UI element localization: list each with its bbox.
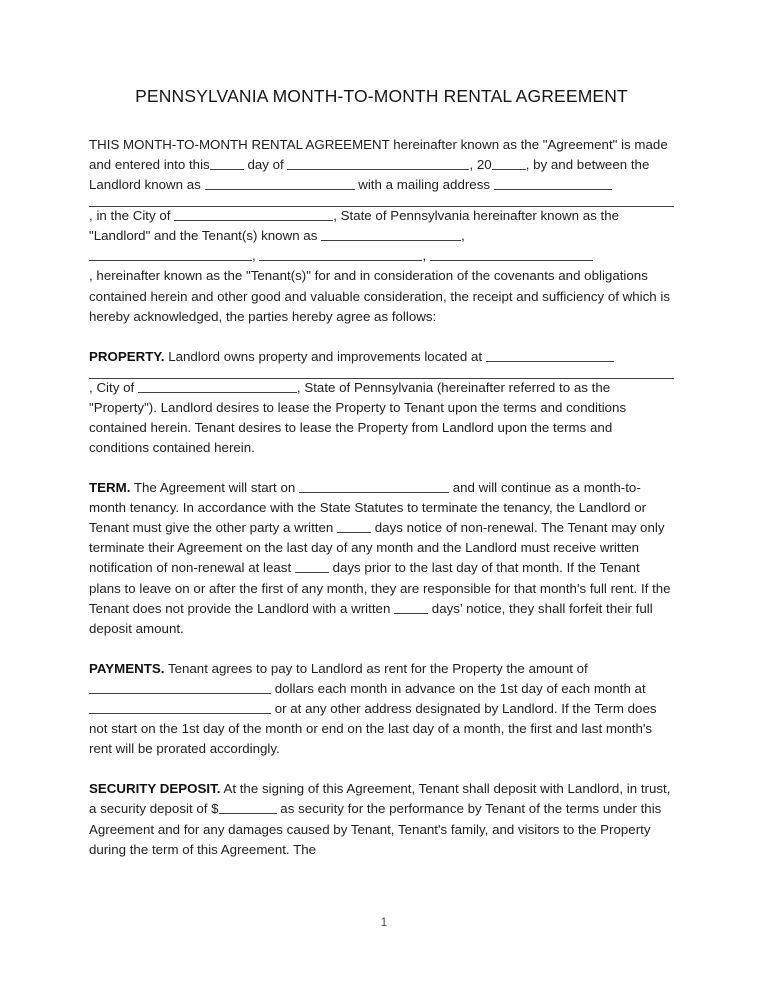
property-address-row-2 <box>89 367 674 379</box>
payments-heading: PAYMENTS. <box>89 660 165 676</box>
blank-property-city[interactable] <box>138 381 297 393</box>
property-heading: PROPERTY. <box>89 348 165 364</box>
term-text-5: days’ notice, they shall forfeit their full deposit amount. <box>89 600 653 636</box>
blank-year[interactable] <box>492 158 526 170</box>
blank-notice-days-3[interactable] <box>394 602 428 614</box>
intro-text-comma-4: , <box>252 248 256 264</box>
term-heading: TERM. <box>89 480 131 496</box>
property-text-3: , State of Pennsylvania (hereinafter referred to as the "Property"). Landlord desires to lease the Property to Tenant upon the terms and conditions contained herein. Tenant desires to lease the Property from Landlord upon the terms and conditions contained herein. <box>89 379 627 455</box>
intro-text-comma-2: , <box>89 208 93 224</box>
term-text-1: The Agreement will start on <box>133 480 296 496</box>
blank-city[interactable] <box>174 209 333 221</box>
security-deposit-text-1: At the signing of this Agreement, Tenant shall deposit with Landlord, in trust, a security deposit of $ <box>89 781 671 817</box>
intro-text-3: 20 <box>476 157 492 173</box>
blank-mailing-address-line-1[interactable] <box>494 178 612 190</box>
blank-tenant-4[interactable] <box>430 249 593 261</box>
intro-text-7: , State of Pennsylvania hereinafter known as the "Landlord" and the Tenant(s) known as <box>89 208 620 244</box>
payments-text-3: or at any other address designated by Landlord. If the Term does not start on the 1st day of the month or end on the last day of a month, the first and last month's rent will be prorated accordingly. <box>89 701 657 757</box>
blank-property-address-line-2[interactable] <box>89 367 674 379</box>
intro-text-4: , by and between the Landlord known as <box>89 157 650 193</box>
payments-text-2: dollars each month in advance on the 1st day of each month at <box>274 680 646 696</box>
intro-text-comma-1: , <box>469 157 474 173</box>
blank-tenant-3[interactable] <box>259 249 422 261</box>
blank-mailing-address-line-2[interactable] <box>89 195 674 207</box>
blank-day[interactable] <box>210 158 244 170</box>
intro-text-6: in the City of <box>96 208 171 224</box>
paragraph-property <box>89 347 674 458</box>
intro-text-1: THIS MONTH-TO-MONTH RENTAL AGREEMENT hereinafter known as the "Agreement" is made and entered into this <box>89 137 668 173</box>
tenant-blanks-row <box>89 246 674 266</box>
security-deposit-heading: SECURITY DEPOSIT. <box>89 781 221 797</box>
payments-text-1: Tenant agrees to pay to Landlord as rent for the Property the amount of <box>167 660 588 676</box>
blank-deposit-amount[interactable] <box>219 803 277 815</box>
blank-mailing-address-row-2 <box>89 195 674 207</box>
blank-tenant-1[interactable] <box>321 229 461 241</box>
paragraph-term <box>89 478 674 639</box>
paragraph-intro <box>89 135 674 327</box>
term-text-4: days prior to the last day of that month. If the Tenant plans to leave on or after the first of any month, they are responsible for that month's full rent. If the Tenant does not provide the Landlord with a written <box>89 560 671 616</box>
intro-text-2: day of <box>247 157 284 173</box>
blank-rent-amount[interactable] <box>89 682 271 694</box>
document-body <box>89 0 674 860</box>
paragraph-security-deposit <box>89 779 674 859</box>
blank-month[interactable] <box>287 158 469 170</box>
blank-notice-days-2[interactable] <box>295 562 329 574</box>
intro-text-8: , hereinafter known as the "Tenant(s)" for and in consideration of the covenants and obligations contained herein and other good and valuable consideration, the receipt and sufficiency of which is hereby acknowledged, the parties hereby agree as follows: <box>89 268 671 324</box>
page-title: PENNSYLVANIA MONTH-TO-MONTH RENTAL AGREEMENT <box>135 86 628 106</box>
term-text-3: days notice of non-renewal. The Tenant may only terminate their Agreement on the last day of any month and the Landlord must receive written notification of non-renewal at least <box>89 520 665 576</box>
intro-text-5: with a mailing address <box>358 177 491 193</box>
blank-notice-days-1[interactable] <box>337 521 371 533</box>
intro-text-comma-3: , <box>461 228 465 244</box>
property-text-2: City of <box>96 379 135 395</box>
property-text-1: Landlord owns property and improvements located at <box>168 348 483 364</box>
property-text-comma: , <box>89 379 93 395</box>
blank-start-date[interactable] <box>299 481 449 493</box>
paragraph-payments <box>89 659 674 759</box>
blank-tenant-2[interactable] <box>89 249 252 261</box>
blank-landlord-name[interactable] <box>205 178 355 190</box>
blank-property-address-line-1[interactable] <box>486 350 614 362</box>
term-text-2: and will continue as a month-to-month tenancy. In accordance with the State Statutes to terminate the tenancy, the Landlord or Tenant must give the other party a written <box>89 480 647 536</box>
page-number: 1 <box>380 917 388 929</box>
blank-payment-address[interactable] <box>89 702 271 714</box>
security-deposit-text-2: as security for the performance by Tenant of the terms under this Agreement and for any damages caused by Tenant, Tenant's family, and visitors to the Property during the term of this Agreement. The <box>89 801 662 857</box>
intro-text-comma-5: , <box>422 248 427 264</box>
